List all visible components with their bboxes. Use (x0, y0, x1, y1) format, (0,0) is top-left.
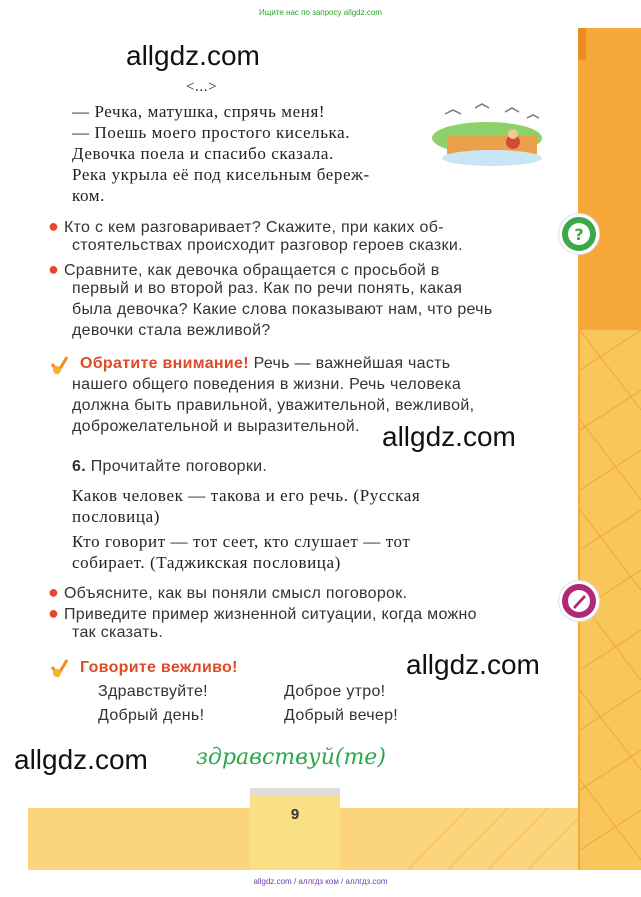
polite-title: Говорите вежливо! (80, 659, 238, 676)
watermark: allgdz.com (406, 649, 540, 680)
bullet-icon: ● (48, 216, 60, 236)
task-text: Прочитайте поговорки. (90, 458, 268, 475)
question-item-line: была девочка? Какие слова показывают нам, что речь (72, 301, 493, 318)
proverb-line: Каков человек — такова и его речь. (Русская (72, 486, 421, 505)
proverb-line: собирает. (Таджикская пословица) (72, 553, 341, 572)
watermark: allgdz.com (126, 40, 260, 71)
page-number-box-top (250, 788, 340, 796)
bullet-icon: ● (48, 259, 60, 279)
proverb-line: пословица) (72, 507, 160, 526)
attention-line: доброжелательной и выразительной. (72, 418, 360, 435)
attention-block (80, 355, 450, 373)
svg-text:?: ? (574, 225, 584, 244)
polite-phrase: Добрый день! (98, 707, 205, 724)
story-line: Девочка поела и спасибо сказала. (72, 144, 334, 163)
page-number: 9 (290, 806, 300, 823)
attention-text: Речь — важнейшая часть (253, 355, 451, 372)
bullet-icon: ● (48, 603, 60, 623)
question-item-line: так сказать. (72, 624, 164, 641)
question-item: ● Сравните, как девочка обращается с просьбой в (48, 259, 440, 279)
footer: allgdz.com / аллгдз ком / аллгдз.com (253, 877, 388, 886)
story-illustration (425, 100, 545, 168)
watermark: allgdz.com (382, 421, 516, 452)
omission-mark: <...> (186, 79, 218, 95)
story-line: ком. (72, 186, 105, 205)
polite-icon (48, 657, 70, 684)
bullet-icon: ● (48, 582, 60, 602)
page-number-box (250, 788, 340, 870)
question-icon (559, 214, 599, 254)
pen-icon (559, 581, 599, 621)
page-edge (578, 28, 586, 60)
attention-title: Обратите внимание! (80, 355, 249, 372)
watermark: allgdz.com (14, 744, 148, 775)
polite-phrase: Здравствуйте! (98, 683, 208, 700)
story-line: Река укрыла её под кисельным береж- (72, 165, 370, 184)
polite-phrase: Добрый вечер! (284, 707, 399, 724)
question-item: ● Кто с кем разговаривает? Скажите, при каких об- (48, 216, 444, 236)
story-line: — Речка, матушка, спрячь меня! (72, 102, 326, 121)
question-item-line: стоятельствах происходит разговор героев сказки. (72, 237, 463, 254)
question-item: ● Объясните, как вы поняли смысл поговорок. (48, 582, 408, 602)
story-line: — Поешь моего простого киселька. (72, 123, 351, 142)
question-item-line: девочки стала вежливой? (72, 322, 271, 339)
question-item: ● Приведите пример жизненной ситуации, когда можно (48, 603, 477, 623)
question-item-line: первый и во второй раз. Как по речи понять, какая (72, 280, 463, 297)
attention-icon (48, 354, 70, 381)
task-header (72, 458, 267, 476)
proverb-line: Кто говорит — тот сеет, кто слушает — тот (72, 532, 411, 551)
polite-phrase: Доброе утро! (284, 683, 386, 700)
attention-line: должна быть правильной, уважительной, вежливой, (72, 397, 475, 414)
top-banner: Ищите нас по запросу allgdz.com (259, 8, 382, 17)
attention-line: нашего общего поведения в жизни. Речь человека (72, 376, 462, 393)
script-word: здравствуй(те) (196, 745, 386, 770)
task-number: 6. (72, 458, 86, 475)
